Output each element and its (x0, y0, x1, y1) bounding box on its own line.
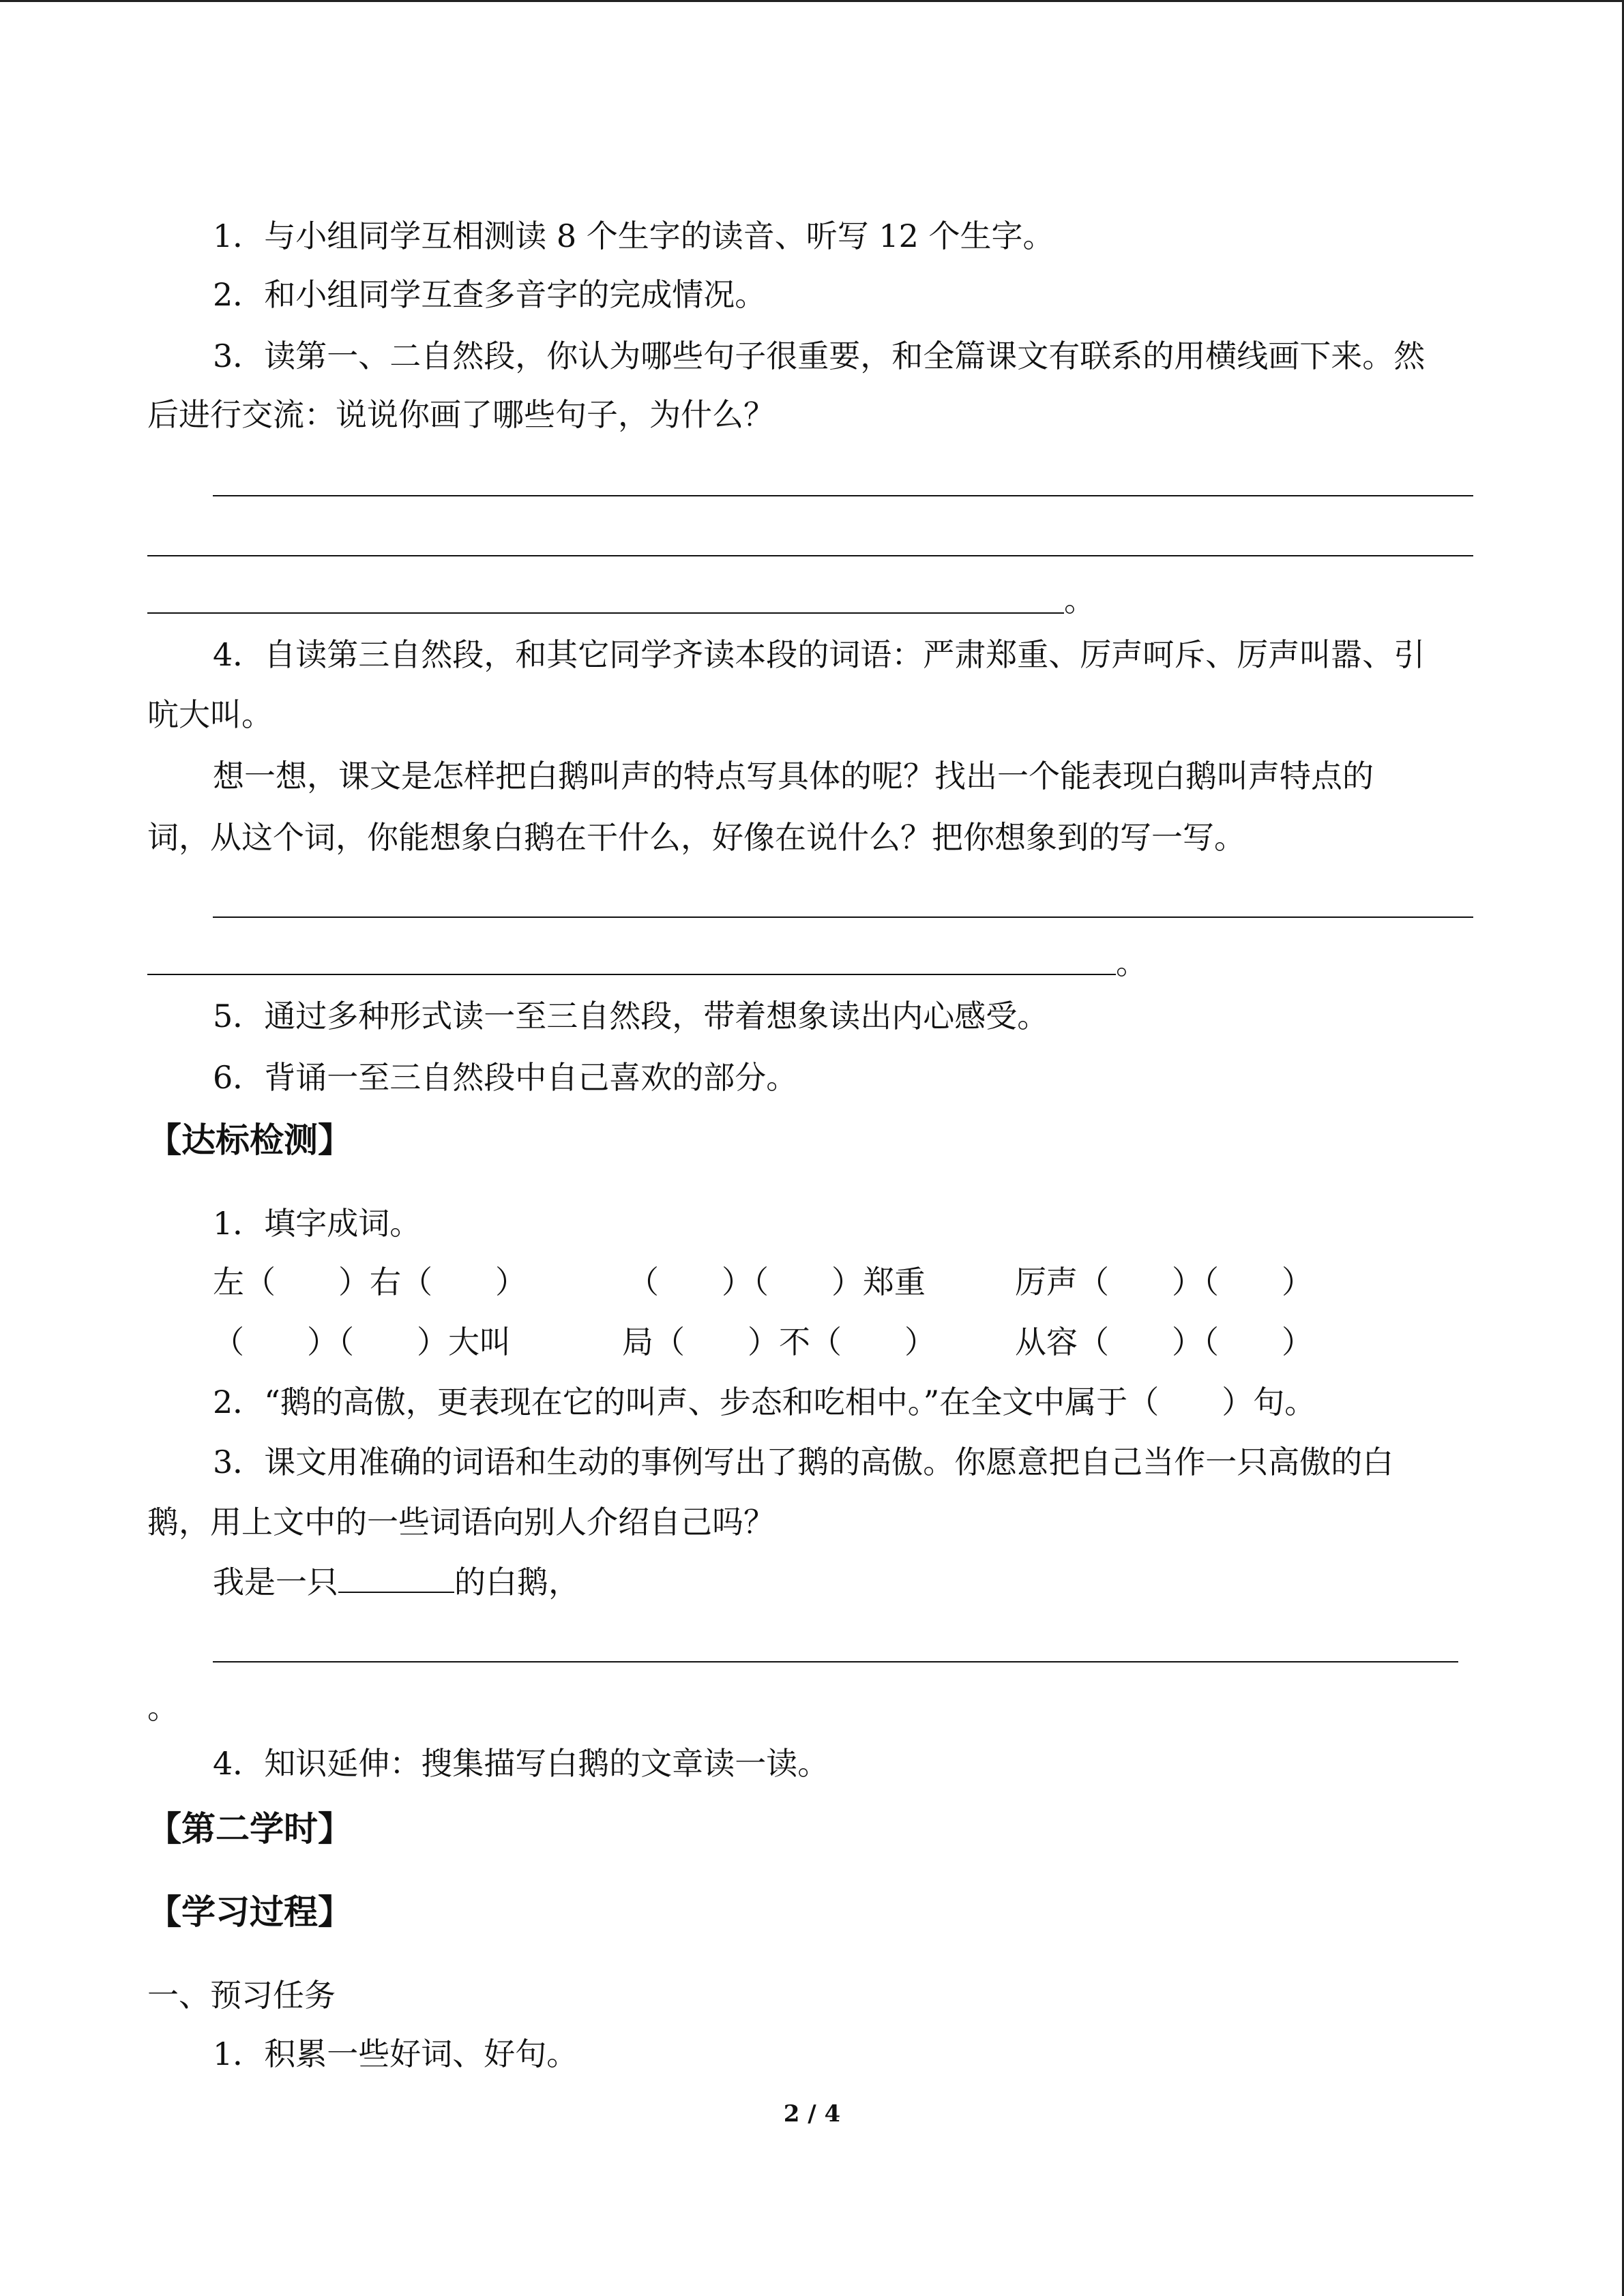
step-3-line-1: 3．读第一、二自然段，你认为哪些句子很重要，和全篇课文有联系的用横线画下来。然 (213, 338, 1426, 374)
fill-word: （ ）（ ）郑重 (628, 1264, 926, 1300)
answer-line[interactable] (213, 1661, 1458, 1663)
step-4-think-line-1: 想一想，课文是怎样把白鹅叫声的特点写具体的呢？找出一个能表现白鹅叫声特点的 (213, 758, 1374, 794)
answer-line[interactable] (147, 555, 1473, 556)
step-5: 5．通过多种形式读一至三自然段，带着想象读出内心感受。 (213, 998, 1049, 1034)
fill-blank[interactable] (338, 1564, 454, 1593)
prompt-prefix: 我是一只 (213, 1564, 338, 1600)
period-mark: 。 (1116, 944, 1147, 981)
answer-line[interactable] (213, 916, 1473, 918)
step-2: 2．和小组同学互查多音字的完成情况。 (213, 276, 767, 313)
prompt-suffix: 的白鹅， (454, 1564, 580, 1600)
check-3-line-2: 鹅，用上文中的一些词语向别人介绍自己吗？ (147, 1504, 775, 1540)
step-3-line-2: 后进行交流：说说你画了哪些句子，为什么？ (147, 396, 775, 433)
answer-line[interactable] (147, 612, 1064, 614)
step-4-line-1: 4．自读第三自然段，和其它同学齐读本段的词语：严肃郑重、厉声呵斥、厉声叫嚣、引 (213, 636, 1426, 673)
fill-word: 从容（ ）（ ） (1015, 1324, 1313, 1360)
period-mark: 。 (147, 1689, 179, 1726)
fill-word: 局（ ）不（ ） (622, 1324, 936, 1360)
step-1: 1．与小组同学互相测读 8 个生字的读音、听写 12 个生字。 (213, 218, 1054, 254)
check-2: 2．“鹅的高傲，更表现在它的叫声、步态和吃相中。”在全文中属于（ ）句。 (213, 1384, 1316, 1420)
check-3-line-1: 3．课文用准确的词语和生动的事例写出了鹅的高傲。你愿意把自己当作一只高傲的白 (213, 1444, 1394, 1480)
section-heading-process: 【学习过程】 (147, 1892, 352, 1932)
period-mark: 。 (1064, 582, 1095, 618)
page-top-border (0, 0, 1624, 2)
subsection-preview: 一、预习任务 (147, 1977, 336, 2014)
step-6: 6．背诵一至三自然段中自己喜欢的部分。 (213, 1059, 798, 1096)
preview-task-1: 1．积累一些好词、好句。 (213, 2036, 578, 2072)
step-4-think-line-2: 词，从这个词，你能想象白鹅在干什么，好像在说什么？把你想象到的写一写。 (147, 819, 1245, 856)
fill-word: （ ）（ ）大叫 (213, 1324, 511, 1360)
check-4: 4．知识延伸：搜集描写白鹅的文章读一读。 (213, 1745, 829, 1782)
fill-word: 厉声（ ）（ ） (1015, 1264, 1313, 1300)
section-heading-check: 【达标检测】 (147, 1120, 352, 1160)
check-3-prompt (213, 1563, 580, 1601)
section-heading-second-period: 【第二学时】 (147, 1809, 352, 1849)
answer-line[interactable] (213, 495, 1473, 496)
fill-word: 左（ ）右（ ） (213, 1264, 527, 1300)
step-4-line-2: 吭大叫。 (147, 696, 273, 733)
check-1: 1．填字成词。 (213, 1205, 422, 1242)
page-number: 2 / 4 (783, 2100, 841, 2128)
answer-line[interactable] (147, 974, 1116, 975)
